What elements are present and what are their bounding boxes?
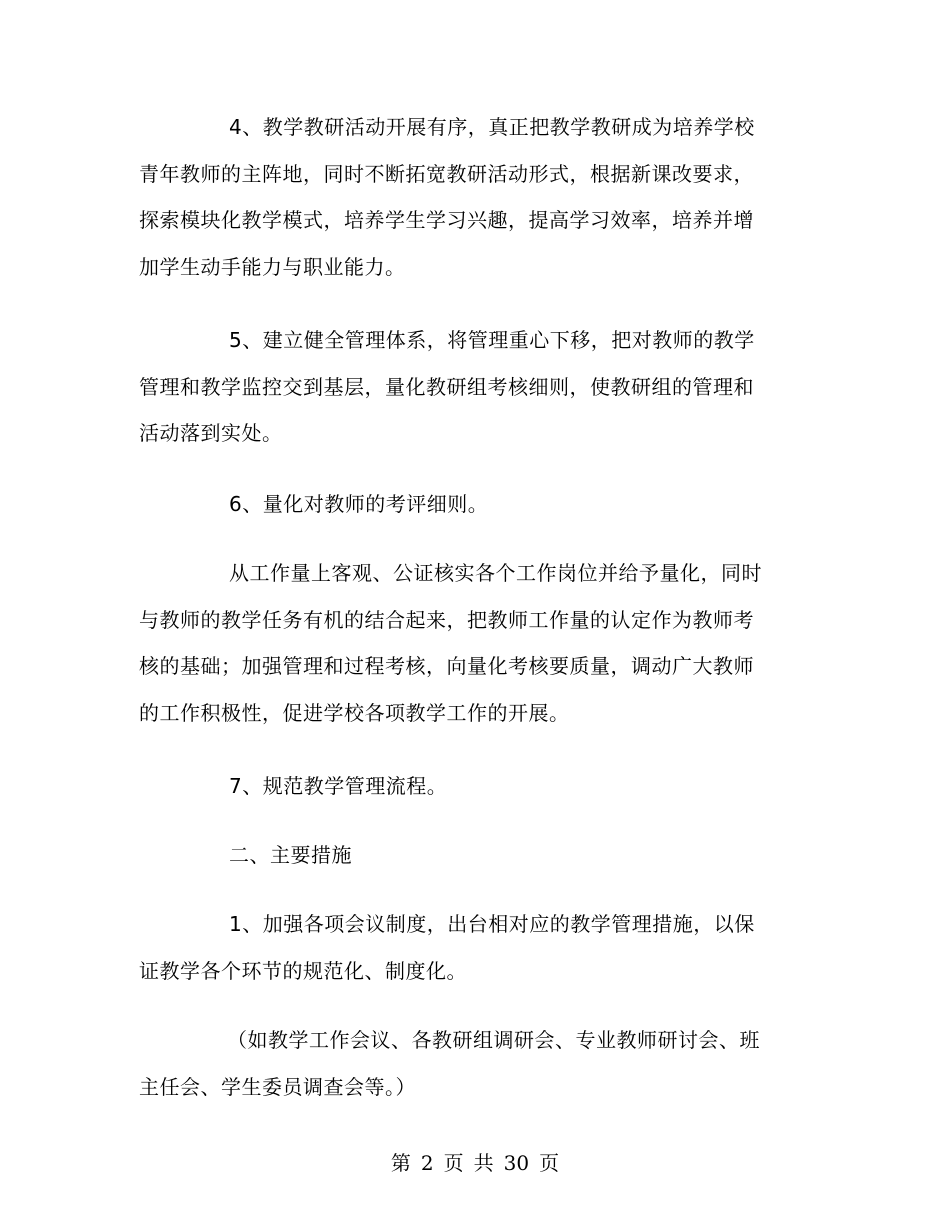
paragraph-item-6-detail: 从工作量上客观、公证核实各个工作岗位并给予量化，同时与教师的教学任务有机的结合起来，把教师工作量的认定作为教师考核的基础；加强管理和过程考核，向量化考核要质量，调动广大教师的工作积极性，促进学校各项教学工作的开展。 <box>139 561 762 725</box>
paragraph-measure-1-note: （如教学工作会议、各教研组调研会、专业教师研讨会、班主任会、学生委员调查会等。） <box>139 1028 760 1099</box>
section-heading-main-measures: 二、主要措施 <box>229 843 352 867</box>
footer-page-number: 2 <box>420 1151 434 1175</box>
paragraph-measure-1: 1、加强各项会议制度，出台相对应的教学管理措施，以保证教学各个环节的规范化、制度化。 <box>139 912 755 983</box>
footer-total-pages: 30 <box>503 1151 530 1175</box>
footer-total-prefix: 共 <box>473 1151 494 1175</box>
paragraph-item-4: 4、教学教研活动开展有序，真正把教学教研成为培养学校青年教师的主阵地，同时不断拓宽教研活动形式，根据新课改要求，探索模块化教学模式，培养学生学习兴趣，提高学习效率，培养并增加学生动手能力与职业能力。 <box>139 115 755 279</box>
footer-total-unit: 页 <box>539 1151 560 1175</box>
paragraph-item-5: 5、建立健全管理体系，将管理重心下移，把对教师的教学管理和教学监控交到基层，量化教研组考核细则，使教研组的管理和活动落到实处。 <box>139 328 755 445</box>
page-footer <box>0 1149 950 1177</box>
footer-page-unit: 页 <box>443 1151 464 1175</box>
footer-page-prefix: 第 <box>390 1151 411 1175</box>
paragraph-item-7: 7、规范教学管理流程。 <box>229 774 448 798</box>
paragraph-item-6: 6、量化对教师的考评细则。 <box>229 492 489 516</box>
